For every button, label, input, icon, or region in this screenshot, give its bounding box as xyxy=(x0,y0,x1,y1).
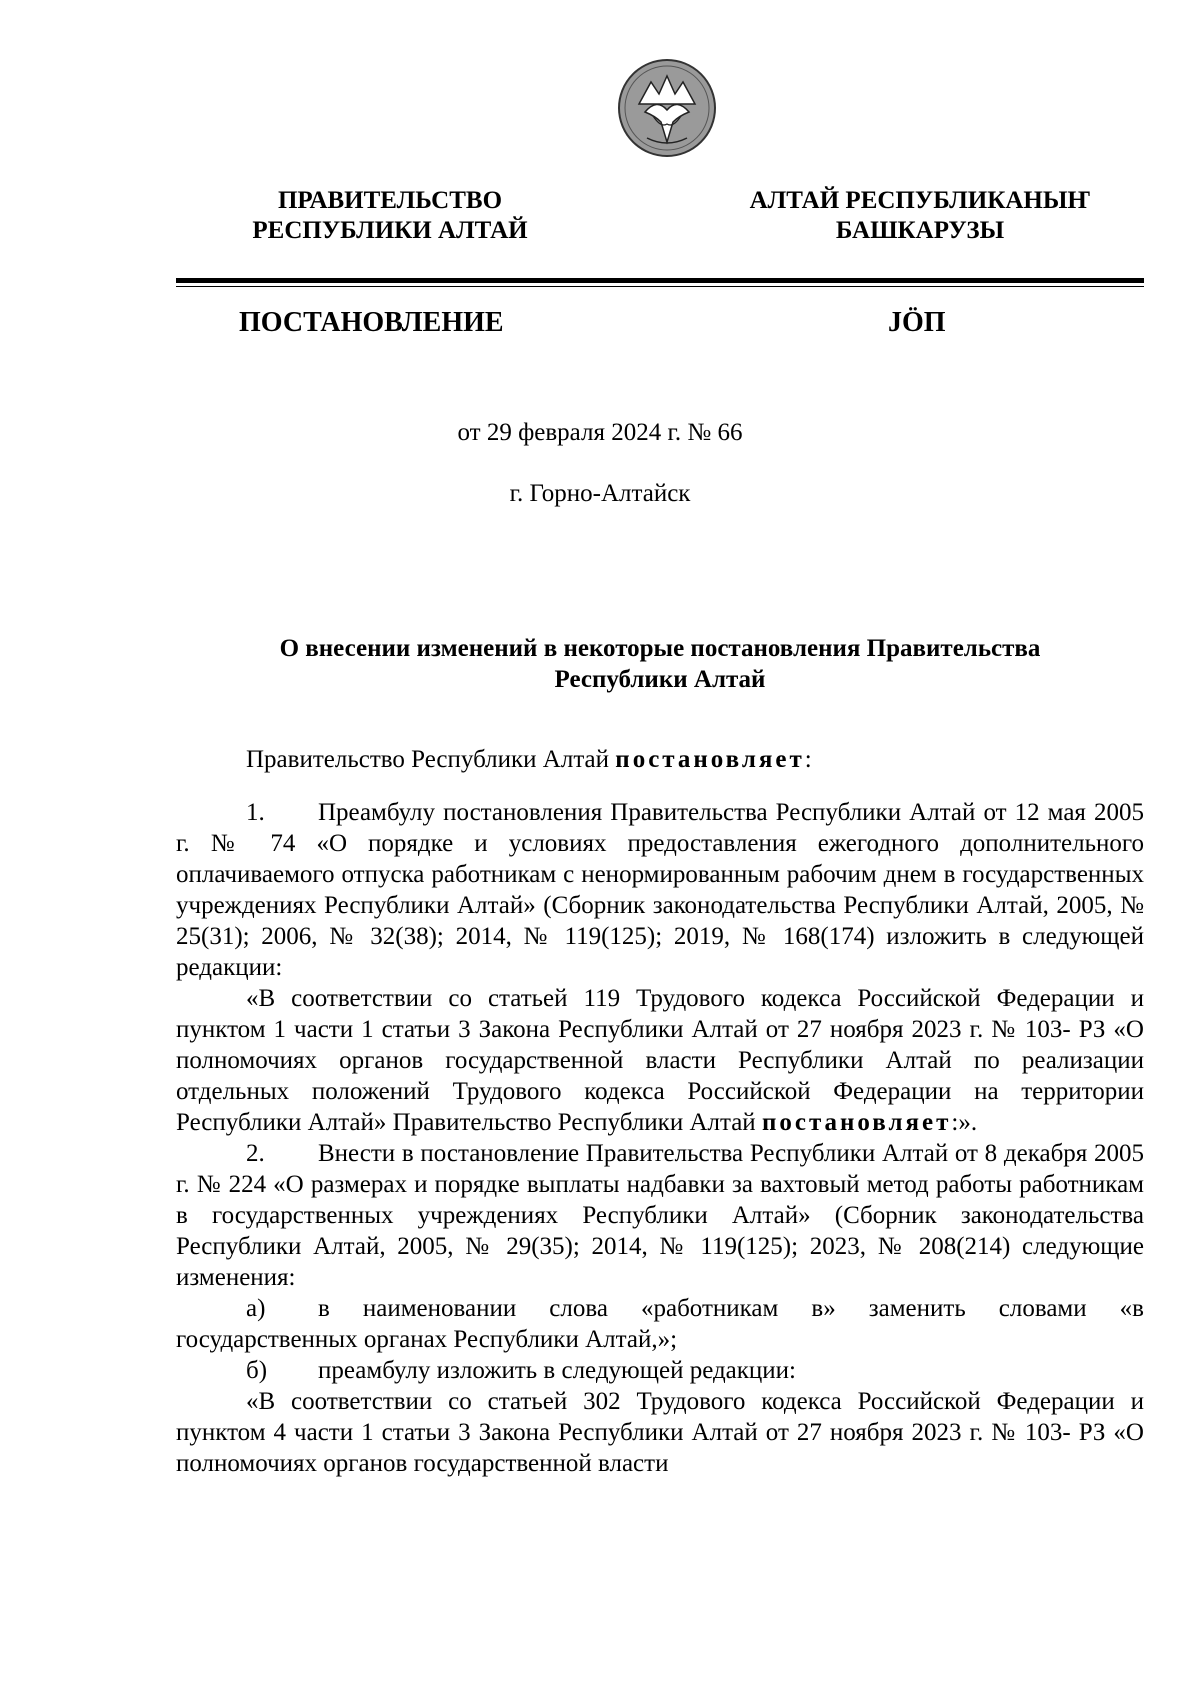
org-left-line2: РЕСПУБЛИКИ АЛТАЙ xyxy=(252,217,528,244)
organization-name-altai xyxy=(720,186,1120,246)
org-left-line1: ПРАВИТЕЛЬСТВО xyxy=(277,187,503,214)
document-type-russian: ПОСТАНОВЛЕНИЕ xyxy=(239,307,504,338)
paragraph-1-number: 1. xyxy=(246,799,265,826)
org-right-line1: АЛТАЙ РЕСПУБЛИКАНЫҤ xyxy=(749,187,1091,214)
paragraph-2-number: 2. xyxy=(246,1140,265,1167)
paragraph-1-quote-end: :». xyxy=(951,1109,978,1136)
subparagraph-a-letter: а) xyxy=(246,1295,266,1322)
subparagraph-b-letter: б) xyxy=(246,1357,268,1384)
subparagraph-b-quote xyxy=(176,1386,1144,1479)
paragraph-1-quote-text: «В соответствии со статьей 119 Трудового кодекса Российской Федерации и пунктом 1 части 1 статьи 3 Закона Республики Алтай от 27 ноября 2023 г. № 103- РЗ «О полномочиях органов государственной власти Республики Алтай по реализации отдельных положений Трудового кодекса Российской Федерации на территории Республики Алтай» Правительство Республики Алтай xyxy=(176,985,1144,1136)
subparagraph-b-text: преамбулу изложить в следующей редакции: xyxy=(318,1357,797,1384)
header-rule-thin xyxy=(176,286,1144,287)
org-right-line2: БАШКАРУЗЫ xyxy=(835,217,1005,244)
subparagraph-b-quote-text: «В соответствии со статьей 302 Трудового кодекса Российской Федерации и пунктом 4 части 1 статьи 3 Закона Республики Алтай от 27 ноября 2023 г. № 103- РЗ «О полномочиях органов государственной власти xyxy=(176,1388,1144,1477)
header-rule-thick xyxy=(176,278,1144,283)
document-city: г. Горно-Алтайск xyxy=(509,480,691,507)
coat-of-arms-emblem-icon xyxy=(617,58,717,158)
paragraph-1 xyxy=(176,797,1144,983)
organization-name-russian xyxy=(220,186,560,246)
intro-text: Правительство Республики Алтай xyxy=(246,746,616,773)
document-date-number: от 29 февраля 2024 г. № 66 xyxy=(457,419,743,446)
subparagraph-a xyxy=(176,1293,1144,1355)
paragraph-2-text: Внести в постановление Правительства Республики Алтай от 8 декабря 2005 г. № 224 «О размерах и порядке выплаты надбавки за вахтовый метод работы работникам в государственных учреждениях Республики Алтай» (Сборник законодательства Республики Алтай, 2005, № 29(35); 2014, № 119(125); 2023, № 208(214) следующие изменения: xyxy=(176,1140,1144,1291)
paragraph-1-quote-spaced-word: постановляет xyxy=(761,1109,952,1136)
intro-end: : xyxy=(804,746,812,773)
document-title xyxy=(176,633,1144,695)
intro-spaced-word: постановляет xyxy=(615,746,805,773)
subparagraph-a-text: в наименовании слова «работникам в» заменить словами «в государственных органах Республики Алтай,»; xyxy=(176,1295,1144,1353)
title-line1: О внесении изменений в некоторые постановления Правительства xyxy=(279,635,1041,662)
document-body xyxy=(176,744,1144,1479)
intro-paragraph xyxy=(176,744,1144,775)
paragraph-2 xyxy=(176,1138,1144,1293)
paragraph-1-text: Преамбулу постановления Правительства Республики Алтай от 12 мая 2005 г. № 74 «О порядке и условиях предоставления ежегодного дополнительного оплачиваемого отпуска работникам с ненормированным рабочим днем в государственных учреждениях Республики Алтай» (Сборник законодательства Республики Алтай, 2005, № 25(31); 2006, № 32(38); 2014, № 119(125); 2019, № 168(174) изложить в следующей редакции: xyxy=(176,799,1144,981)
subparagraph-b xyxy=(176,1355,1144,1386)
document-type-altai: JÖП xyxy=(888,307,946,338)
paragraph-1-quote xyxy=(176,983,1144,1138)
title-line2: Республики Алтай xyxy=(554,666,766,693)
